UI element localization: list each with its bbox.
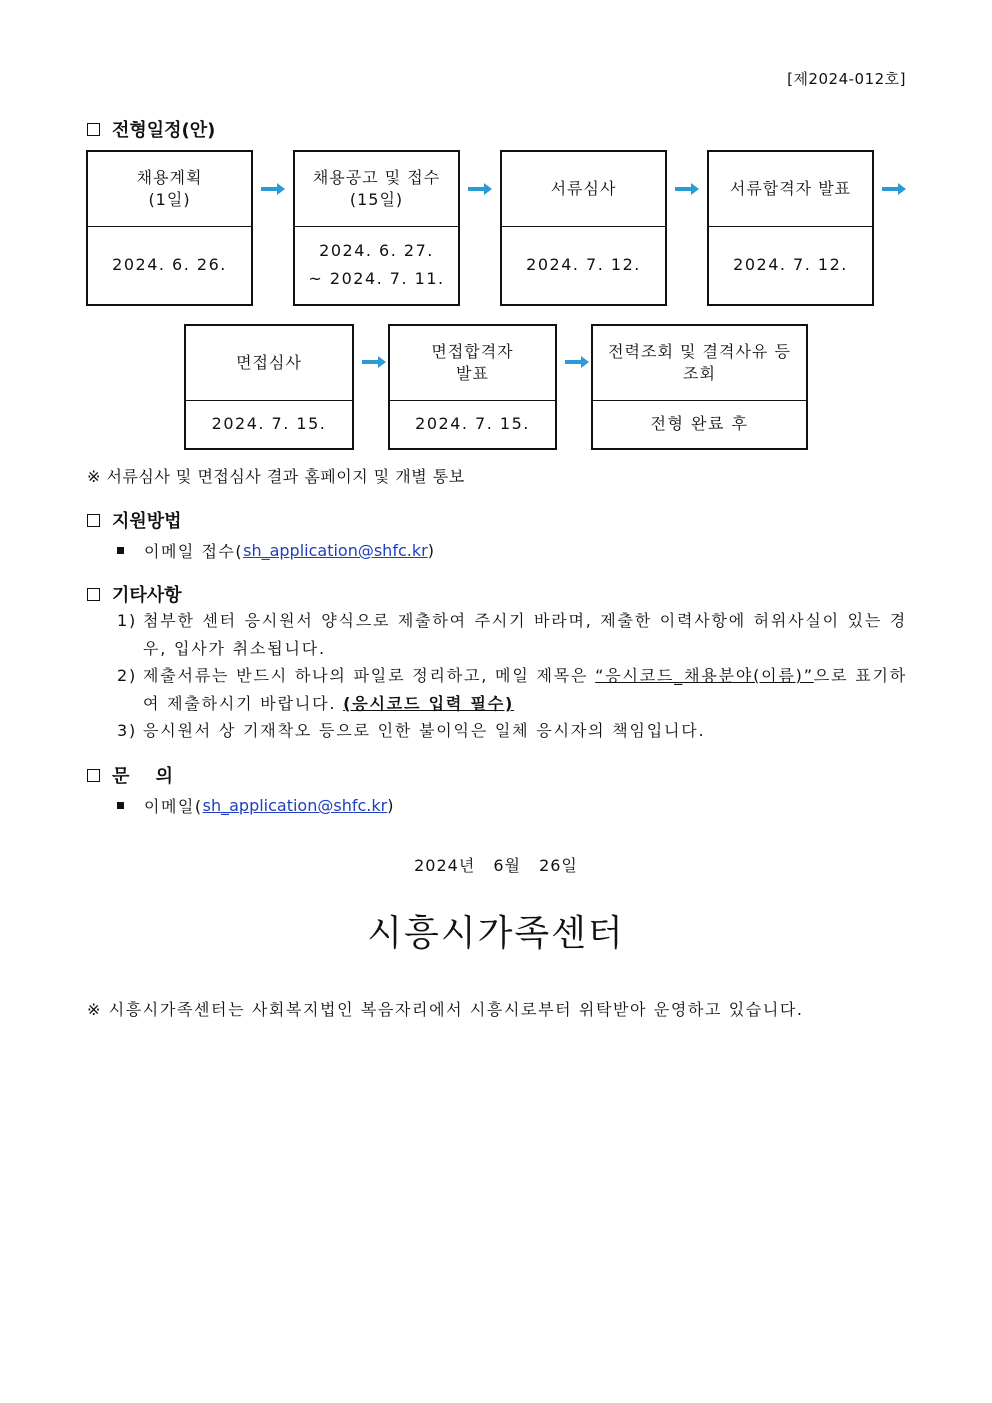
step-duration: (1일) (148, 190, 191, 209)
section-heading-schedule (87, 116, 215, 142)
step-date: 2024. 7. 15. (415, 414, 530, 433)
other-item-3 (117, 717, 907, 745)
arrow-right-icon (881, 181, 907, 197)
schedule-step-posting (293, 150, 460, 306)
checkbox-square-icon (87, 123, 100, 136)
document-number: [제2024-012호] (787, 70, 906, 88)
schedule-note: ※ 서류심사 및 면접심사 결과 홈페이지 및 개별 통보 (87, 467, 465, 486)
section-heading-inquiry (87, 762, 183, 788)
step-title-line2: 조회 (683, 364, 716, 383)
other-item-1 (117, 607, 907, 663)
inquiry-contact (117, 794, 393, 817)
step-date: 2024. 7. 15. (211, 414, 327, 433)
section-title: 지원방법 (112, 511, 182, 532)
step-title: 면접합격자 (431, 342, 514, 361)
item-text: 응시원서 상 기재착오 등으로 인한 불이익은 일체 응시자의 책임입니다. (143, 721, 706, 740)
bullet-icon (117, 547, 124, 554)
checkbox-square-icon (87, 769, 100, 782)
item-text-part: 제출서류는 반드시 하나의 파일로 정리하고, 메일 제목은 (143, 666, 596, 685)
step-title: 채용계획 (136, 168, 203, 187)
schedule-step-document-review (500, 150, 667, 306)
schedule-step-background-check (591, 324, 808, 450)
step-title: 채용공고 및 접수 (312, 168, 441, 187)
arrow-right-icon (674, 181, 700, 197)
schedule-step-interview (184, 324, 354, 450)
document-date: 2024년 6월 26일 (414, 856, 578, 875)
step-title: 서류심사 (550, 179, 617, 198)
item-text: 첨부한 센터 응시원서 양식으로 제출하여 주시기 바라며, 제출한 이력사항에 허위사실이 있는 경우, 입사가 취소됩니다. (143, 611, 907, 658)
step-date: 전형 완료 후 (650, 414, 749, 433)
inquiry-prefix: 이메일( (144, 797, 203, 816)
schedule-step-document-pass (707, 150, 874, 306)
checkbox-square-icon (87, 588, 100, 601)
step-date: 2024. 7. 12. (733, 255, 848, 274)
email-link[interactable]: sh_application@shfc.kr (202, 796, 388, 815)
step-date: 2024. 7. 12. (526, 255, 641, 274)
email-link[interactable]: sh_application@shfc.kr (243, 541, 428, 560)
inquiry-suffix: ) (387, 796, 394, 815)
step-date: 2024. 6. 27. (319, 241, 434, 260)
section-heading-other (87, 581, 182, 607)
step-title: 전력조회 및 결격사유 등 (608, 342, 791, 361)
item-number: 2) (117, 666, 138, 685)
step-duration: (15일) (349, 190, 404, 209)
step-date: 2024. 6. 26. (112, 255, 227, 274)
item-text (143, 662, 907, 718)
apply-suffix: ) (427, 541, 434, 560)
step-date-end: ~ 2024. 7. 11. (308, 269, 445, 288)
arrow-right-icon (564, 354, 590, 370)
section-title: 문 의 (112, 766, 184, 787)
arrow-right-icon (260, 181, 286, 197)
checkbox-square-icon (87, 514, 100, 527)
bullet-icon (117, 802, 124, 809)
item-number: 3) (117, 721, 138, 740)
apply-prefix: 이메일 접수( (144, 542, 244, 561)
step-title: 면접심사 (236, 353, 302, 372)
footer-note: ※ 시흥시가족센터는 사회복지법인 복음자리에서 시흥시로부터 위탁받아 운영하고 있습니다. (87, 1000, 804, 1019)
schedule-step-plan (86, 150, 253, 306)
schedule-step-interview-pass (388, 324, 557, 450)
organization-name: 시흥시가족센터 (367, 913, 625, 954)
arrow-right-icon (467, 181, 493, 197)
required-note: (응시코드 입력 필수) (343, 694, 515, 713)
email-subject-format: “응시코드_채용분야(이름)” (595, 666, 814, 685)
section-title: 기타사항 (112, 585, 182, 606)
apply-method (117, 539, 434, 562)
step-title-line2: 발표 (456, 364, 489, 383)
section-title: 전형일정(안) (112, 120, 216, 141)
other-item-2 (117, 662, 907, 718)
arrow-right-icon (361, 354, 387, 370)
item-number: 1) (117, 611, 138, 630)
item-text-part: 으로 표기하여 제출하시기 바랍니다. (143, 666, 907, 713)
section-heading-apply (87, 507, 182, 533)
step-title: 서류합격자 발표 (729, 179, 852, 198)
